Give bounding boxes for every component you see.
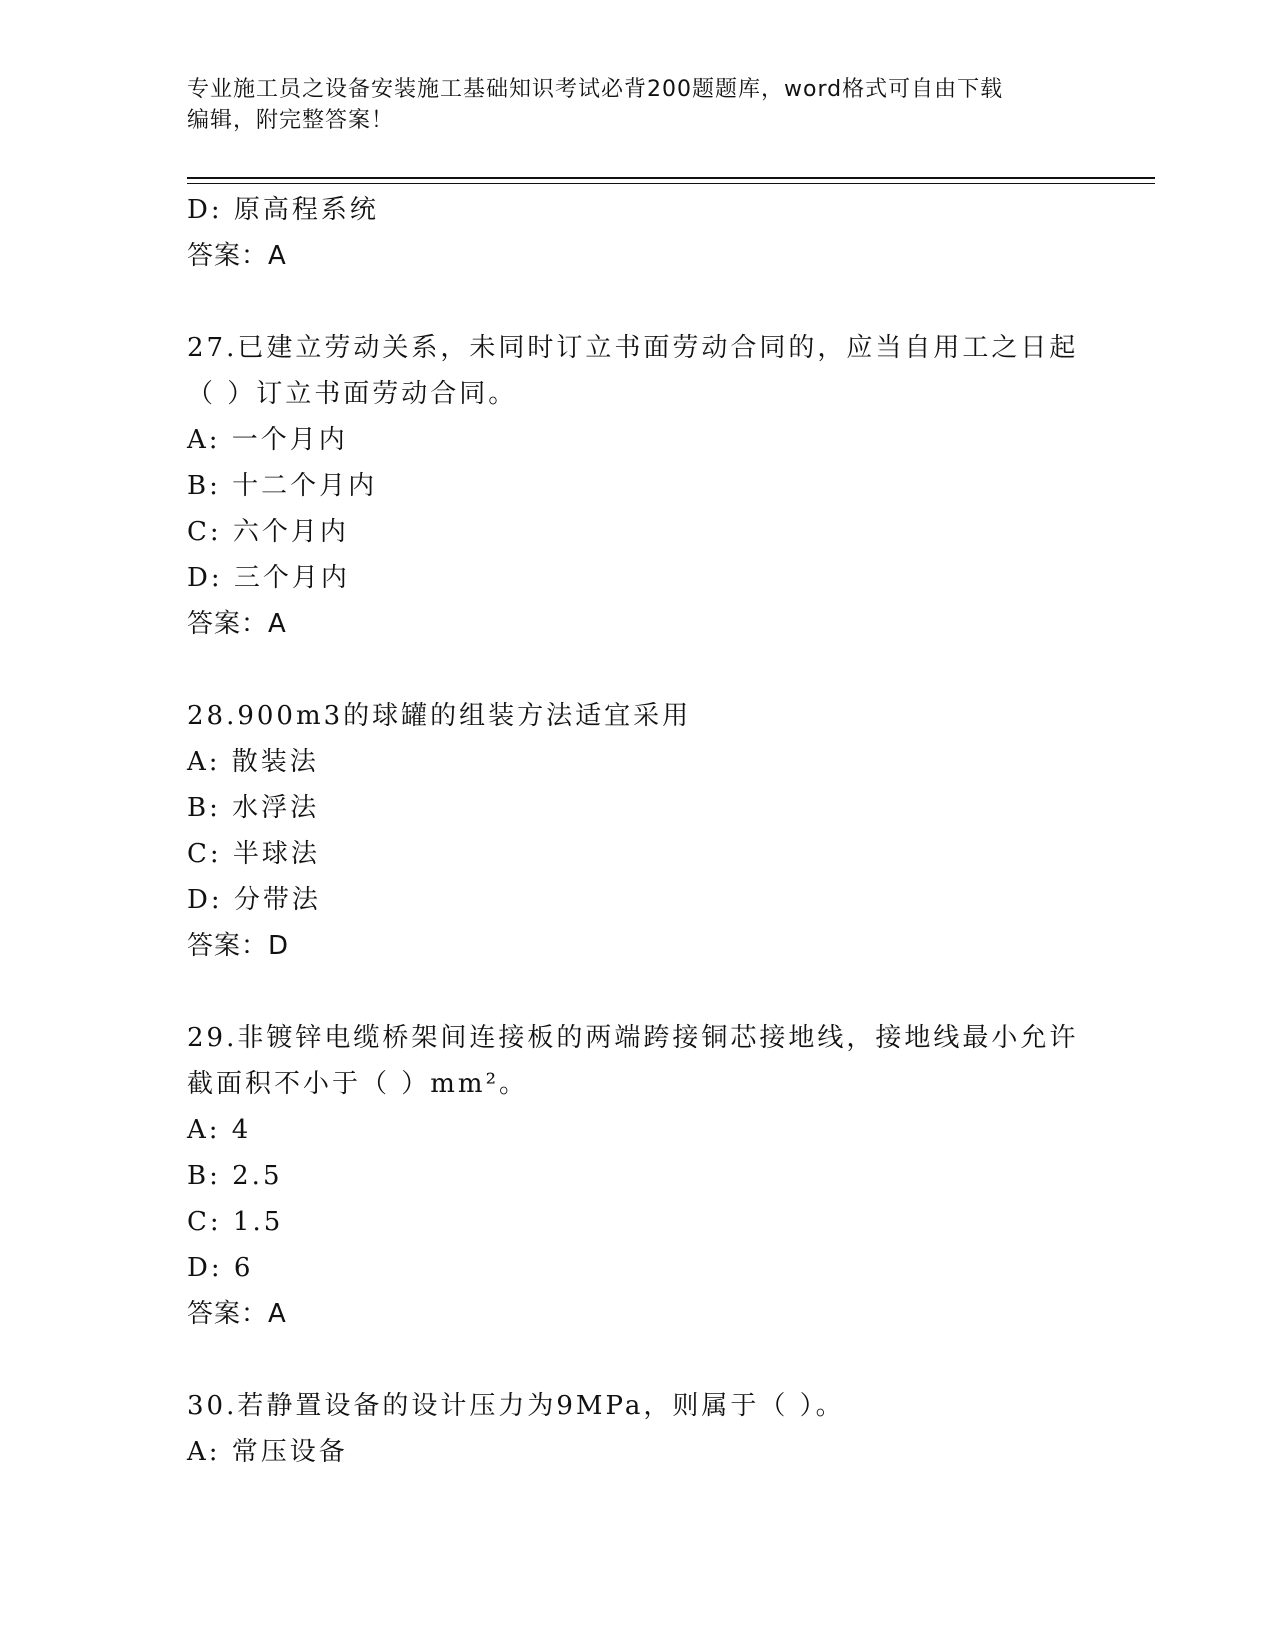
option-a: A: 散装法 [187, 747, 319, 777]
spacer [187, 969, 1087, 1015]
option-b: B: 2.5 [187, 1161, 283, 1191]
question-30 [187, 1383, 1087, 1475]
question-27 [187, 325, 1087, 647]
answer-label: 答案：A [187, 1299, 287, 1329]
option-c: C: 1.5 [187, 1207, 284, 1237]
option-a: A: 一个月内 [187, 425, 348, 455]
option-d: D: 分带法 [187, 885, 321, 915]
header-line-2: 编辑，附完整答案！ [187, 108, 395, 133]
answer-label: 答案：A [187, 241, 287, 271]
option-c: C: 半球法 [187, 839, 320, 869]
question-stem: 28.900m3的球罐的组装方法适宜采用 [187, 701, 692, 731]
spacer [187, 1337, 1087, 1383]
spacer [187, 279, 1087, 325]
option-a: A: 4 [187, 1115, 252, 1145]
previous-question-tail [187, 187, 1087, 279]
header-line-1: 专业施工员之设备安装施工基础知识考试必背200题题库，word格式可自由下载 [187, 77, 1004, 102]
question-stem: 29.非镀锌电缆桥架间连接板的两端跨接铜芯接地线，接地线最小允许 [187, 1023, 1079, 1053]
spacer [187, 647, 1087, 693]
question-stem: 30.若静置设备的设计压力为9MPa，则属于（ ）。 [187, 1391, 845, 1421]
option-b: B: 水浮法 [187, 793, 320, 823]
option-a: A: 常压设备 [187, 1437, 348, 1467]
question-28 [187, 693, 1087, 969]
question-stem: 27.已建立劳动关系，未同时订立书面劳动合同的，应当自用工之日起 [187, 333, 1079, 363]
question-stem-continued: （ ）订立书面劳动合同。 [187, 379, 518, 409]
header-rule-thin [187, 183, 1155, 184]
option-d: D: 原高程系统 [187, 195, 379, 225]
answer-label: 答案：D [187, 931, 290, 961]
header-rule-thick [187, 177, 1155, 179]
answer-label: 答案：A [187, 609, 287, 639]
option-d: D: 6 [187, 1253, 254, 1283]
question-29 [187, 1015, 1087, 1337]
document-header [187, 74, 1067, 136]
option-b: B: 十二个月内 [187, 471, 378, 501]
option-d: D: 三个月内 [187, 563, 350, 593]
question-list [187, 187, 1087, 1475]
option-c: C: 六个月内 [187, 517, 349, 547]
question-stem-continued: 截面积不小于（ ）mm²。 [187, 1069, 528, 1099]
